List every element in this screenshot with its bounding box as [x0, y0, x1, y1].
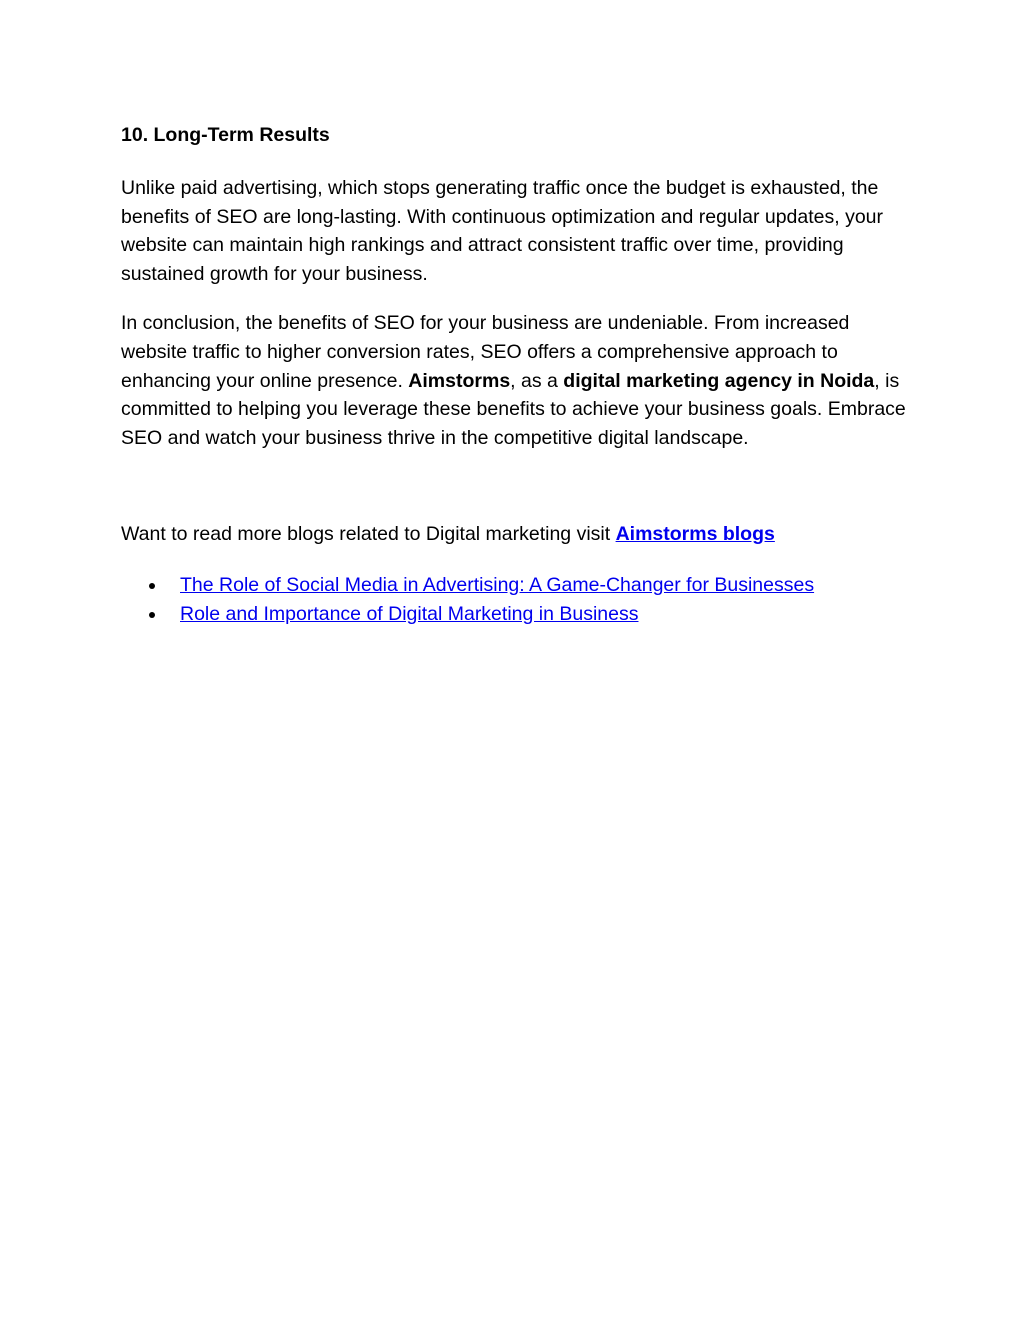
long-term-results-paragraph: Unlike paid advertising, which stops generating traffic once the budget is exhausted, the benefits of SEO are long-lasting. With continuous optimization and regular updates, your website can maintain high rankings and attract consistent traffic over time, providing sustained growth for your business.	[121, 177, 884, 285]
conclusion-text-2: , as a	[510, 369, 564, 392]
conclusion-text-3: , is committed to helping you leverage these benefits to achieve your business goals. Embrace SEO and watch your business thrive in the competitive digital landscape.	[121, 369, 906, 449]
document-page	[121, 118, 911, 629]
blogs-cta	[121, 520, 911, 549]
section-heading: 10. Long-Term Results	[121, 124, 330, 146]
aimstorms-blogs-link[interactable]: Aimstorms blogs	[615, 523, 775, 546]
conclusion-text-1: In conclusion, the benefits of SEO for your business are undeniable. From increased website traffic to higher conversion rates, SEO offers a comprehensive approach to enhancing your online presence.	[121, 312, 850, 392]
agency-keyword: digital marketing agency in Noida	[563, 369, 875, 392]
bullet-icon	[149, 583, 155, 589]
conclusion-paragraph	[121, 309, 911, 452]
related-links-list	[121, 571, 911, 629]
related-link-social-media[interactable]: The Role of Social Media in Advertising: A Game-Changer for Businesses	[180, 573, 815, 596]
bullet-icon	[149, 612, 155, 618]
list-item	[121, 571, 911, 600]
list-item	[121, 600, 911, 629]
spacer	[121, 473, 911, 520]
cta-text: Want to read more blogs related to Digital marketing visit	[121, 523, 616, 546]
brand-name: Aimstorms	[408, 369, 511, 392]
related-link-digital-marketing[interactable]: Role and Importance of Digital Marketing in Business	[180, 602, 639, 625]
